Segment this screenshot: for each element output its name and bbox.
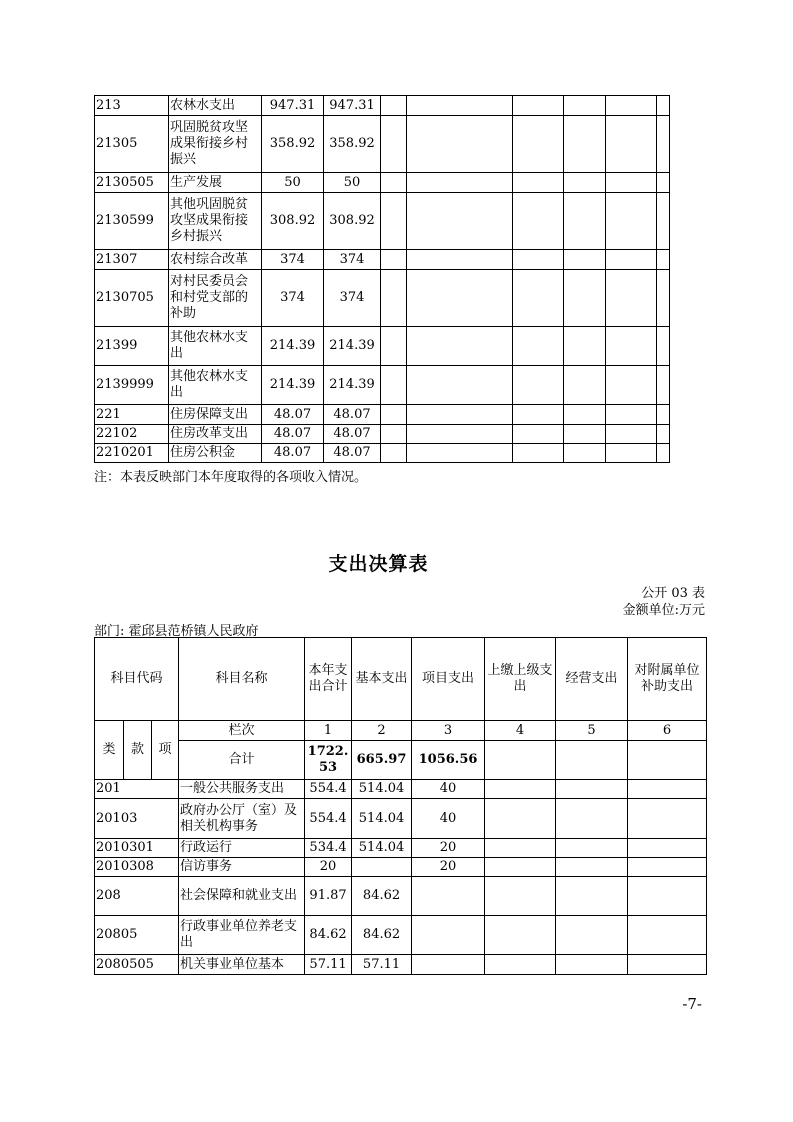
total-value: 1722.53 [305, 741, 352, 780]
header-name: 科目名称 [179, 638, 305, 721]
table-row [95, 327, 670, 366]
column-number: 2 [352, 721, 412, 741]
row-value: 48.07 [262, 405, 324, 425]
header-lei: 类 [95, 721, 124, 780]
column-label: 栏次 [179, 721, 305, 741]
table-row [95, 858, 707, 877]
row-value: 48.07 [324, 444, 381, 463]
row-name: 行政事业单位养老支出 [179, 916, 305, 955]
row-code: 213 [95, 96, 169, 116]
form-number: 公开 03 表 [641, 586, 705, 601]
row-code: 208 [95, 877, 179, 916]
row-project: 40 [412, 780, 485, 799]
row-total: 554.4 [305, 799, 352, 839]
header-subsidy: 对附属单位补助支出 [628, 638, 707, 721]
total-project: 1056.56 [412, 741, 485, 780]
header-project: 项目支出 [412, 638, 485, 721]
row-name: 其他巩固脱贫攻坚成果衔接乡村振兴 [169, 193, 262, 250]
row-value: 358.92 [324, 116, 381, 173]
expense-table [94, 637, 707, 975]
header-upper: 上缴上级支出 [485, 638, 556, 721]
row-name: 信访事务 [179, 858, 305, 877]
column-number: 5 [556, 721, 628, 741]
row-project [412, 877, 485, 916]
table-row [95, 116, 670, 173]
row-value: 374 [262, 250, 324, 270]
table-row [95, 799, 707, 839]
table-row [95, 916, 707, 955]
row-value: 214.39 [324, 327, 381, 366]
total-label: 合计 [179, 741, 305, 780]
total-row [95, 741, 707, 780]
row-code: 221 [95, 405, 169, 425]
table-row [95, 444, 670, 463]
header-business: 经营支出 [556, 638, 628, 721]
row-code: 2010301 [95, 839, 179, 858]
table-row [95, 877, 707, 916]
row-basic: 84.62 [352, 877, 412, 916]
row-name: 一般公共服务支出 [179, 780, 305, 799]
header-kuan: 款 [124, 721, 152, 780]
row-total: 57.11 [305, 955, 352, 975]
row-value: 947.31 [262, 96, 324, 116]
row-project: 20 [412, 858, 485, 877]
row-name: 农林水支出 [169, 96, 262, 116]
row-value: 48.07 [324, 405, 381, 425]
row-name: 其他农林水支出 [169, 327, 262, 366]
row-value: 50 [324, 173, 381, 193]
row-project [412, 916, 485, 955]
row-code: 2130505 [95, 173, 169, 193]
table-note: 注：本表反映部门本年度取得的各项收入情况。 [94, 470, 368, 485]
row-name: 住房改革支出 [169, 425, 262, 444]
row-value: 48.07 [262, 425, 324, 444]
row-total: 84.62 [305, 916, 352, 955]
header-code: 科目代码 [95, 638, 179, 721]
row-name: 对村民委员会和村党支部的补助 [169, 270, 262, 327]
row-code: 2139999 [95, 366, 169, 405]
table-row [95, 250, 670, 270]
row-basic [352, 858, 412, 877]
row-basic: 84.62 [352, 916, 412, 955]
header-xiang: 项 [152, 721, 179, 780]
row-name: 住房保障支出 [169, 405, 262, 425]
table-row [95, 425, 670, 444]
row-name: 巩固脱贫攻坚成果衔接乡村振兴 [169, 116, 262, 173]
row-code: 2080505 [95, 955, 179, 975]
row-basic: 514.04 [352, 839, 412, 858]
table-row [95, 366, 670, 405]
column-number: 3 [412, 721, 485, 741]
amount-unit: 金额单位:万元 [622, 603, 705, 618]
table-row [95, 173, 670, 193]
row-code: 21399 [95, 327, 169, 366]
department-label: 部门: 霍邱县范桥镇人民政府 [94, 624, 259, 639]
row-code: 21307 [95, 250, 169, 270]
row-value: 48.07 [262, 444, 324, 463]
page-title: 支出决算表 [328, 553, 429, 575]
total-basic: 665.97 [352, 741, 412, 780]
table-row [95, 96, 670, 116]
row-name: 农村综合改革 [169, 250, 262, 270]
row-total: 91.87 [305, 877, 352, 916]
row-value: 374 [262, 270, 324, 327]
row-name: 生产发展 [169, 173, 262, 193]
table-row [95, 839, 707, 858]
table-row [95, 270, 670, 327]
row-name: 行政运行 [179, 839, 305, 858]
header-total: 本年支出合计 [305, 638, 352, 721]
row-name: 机关事业单位基本 [179, 955, 305, 975]
row-code: 2210201 [95, 444, 169, 463]
row-value: 374 [324, 250, 381, 270]
row-value: 358.92 [262, 116, 324, 173]
row-value: 50 [262, 173, 324, 193]
income-table [94, 95, 670, 463]
column-number: 1 [305, 721, 352, 741]
table-row [95, 193, 670, 250]
row-total: 534.4 [305, 839, 352, 858]
row-name: 其他农林水支出 [169, 366, 262, 405]
table-row [95, 405, 670, 425]
row-value: 214.39 [262, 366, 324, 405]
row-code: 201 [95, 780, 179, 799]
row-project: 40 [412, 799, 485, 839]
row-code: 20805 [95, 916, 179, 955]
row-name: 住房公积金 [169, 444, 262, 463]
page-number: -7- [682, 995, 702, 1013]
row-value: 214.39 [262, 327, 324, 366]
row-basic: 57.11 [352, 955, 412, 975]
row-value: 308.92 [262, 193, 324, 250]
row-code: 22102 [95, 425, 169, 444]
table-row [95, 955, 707, 975]
row-project [412, 955, 485, 975]
row-value: 48.07 [324, 425, 381, 444]
row-code: 2130599 [95, 193, 169, 250]
row-value: 947.31 [324, 96, 381, 116]
row-basic: 514.04 [352, 799, 412, 839]
row-project: 20 [412, 839, 485, 858]
row-value: 308.92 [324, 193, 381, 250]
header-row [95, 638, 707, 721]
row-code: 21305 [95, 116, 169, 173]
column-number: 6 [628, 721, 707, 741]
row-value: 374 [324, 270, 381, 327]
table-row [95, 780, 707, 799]
row-basic: 514.04 [352, 780, 412, 799]
row-total: 20 [305, 858, 352, 877]
row-code: 2010308 [95, 858, 179, 877]
header-basic: 基本支出 [352, 638, 412, 721]
column-number-row [95, 721, 707, 741]
row-name: 社会保障和就业支出 [179, 877, 305, 916]
row-code: 2130705 [95, 270, 169, 327]
row-name: 政府办公厅（室）及相关机构事务 [179, 799, 305, 839]
row-total: 554.4 [305, 780, 352, 799]
row-value: 214.39 [324, 366, 381, 405]
column-number: 4 [485, 721, 556, 741]
row-code: 20103 [95, 799, 179, 839]
